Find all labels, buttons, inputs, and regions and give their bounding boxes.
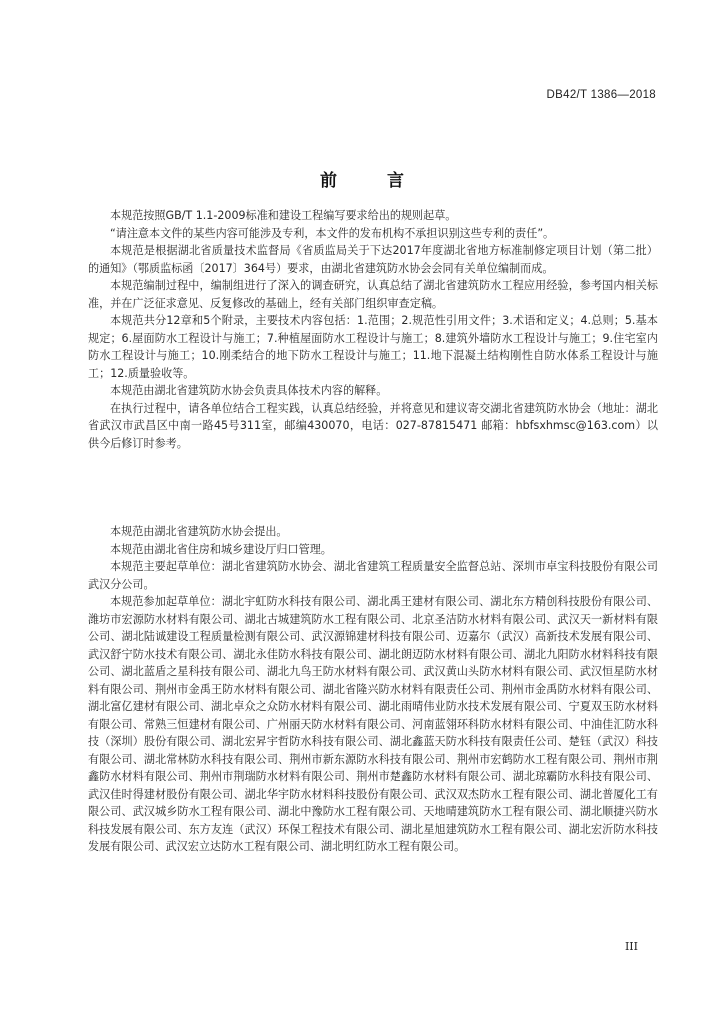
standard-code: DB42/T 1386—2018	[546, 89, 656, 101]
paragraph-management: 本规范由湖北省住房和城乡建设厅归口管理。	[110, 542, 332, 556]
paragraph-patent-notice: “请注意本文件的某些内容可能涉及专利，本文件的发布机构不承担识别这些专利的责任”。	[110, 226, 555, 240]
page-title: 前 言	[320, 171, 426, 191]
paragraph-feedback: 在执行过程中，请各单位结合工程实践，认真总结经验，并将意见和建议寄交湖北省建筑防水协会（地址：湖北省武汉市武昌区中南一路45号311室，邮编430070，电话：027-87815471 邮箱：hbfsxhmsc@163.com）以供今后修订时参考。	[88, 401, 658, 450]
paragraph-basis: 本规范是根据湖北省质量技术监督局《省质监局关于下达2017年度湖北省地方标准制修定项目计划（第二批）的通知》（鄂质监标函〔2017〕364号）要求，由湖北省建筑防水协会会同有关单位编制而成。	[88, 244, 658, 275]
paragraph-contents: 本规范共分12章和5个附录，主要技术内容包括：1.范围；2.规范性引用文件；3.术语和定义；4.总则；5.基本规定；6.屋面防水工程设计与施工；7.种植屋面防水工程设计与施工；8.建筑外墙防水工程设计与施工；9.住宅室内防水工程设计与施工；10.刚柔结合的地下防水工程设计与施工；11.地下混凝土结构刚性自防水体系工程设计与施工；12.质量验收等。	[88, 314, 658, 380]
paragraph-proposer: 本规范由湖北省建筑防水协会提出。	[110, 525, 288, 538]
paragraph-main-drafters: 本规范主要起草单位：湖北省建筑防水协会、湖北省建筑工程质量安全监督总站、深圳市卓宝科技股份有限公司武汉分公司。	[88, 560, 658, 591]
foreword-section-drafters	[88, 523, 658, 856]
paragraph-participating-drafters: 本规范参加起草单位：湖北宇虹防水科技有限公司、湖北禹王建材有限公司、湖北东方精创科技股份有限公司、潍坊市宏源防水材料有限公司、湖北古城建筑防水工程有限公司、北京圣洁防水材料有限公司、武汉天一新材料有限公司、湖北陆诚建设工程质量检测有限公司、武汉源锦建材科技有限公司、迈嘉尔（武汉）高新技术发展有限公司、武汉舒宁防水技术有限公司、湖北永佳防水科技有限公司、湖北朗迈防水材料有限公司、湖北九阳防水材料科技有限公司、湖北蓝盾之星科技有限公司、湖北九鸟王防水材料有限公司、武汉黄山头防水材料有限公司、武汉恒星防水材料有限公司、荆州市金禹王防水材料有限公司、湖北省隆兴防水材料有限责任公司、荆州市金禹防水材料有限公司、湖北富亿建材有限公司、湖北卓众之众防水材料有限公司、湖北雨晴伟业防水技术发展有限公司、宁夏双玉防水材料有限公司、常熟三恒建材有限公司、广州丽天防水材料有限公司、河南蓝翎环科防水材料有限公司、中油佳汇防水科技（深圳）股份有限公司、湖北宏昇宇哲防水科技有限公司、湖北鑫蓝天防水科技有限责任公司、楚钰（武汉）科技有限公司、湖北常林防水科技有限公司、荆州市新东源防水科技有限公司、荆州市宏鹤防水工程有限公司、荆州市荆鑫防水材料有限公司、荆州市荆瑞防水材料有限公司、荆州市楚鑫防水材料有限公司、湖北琼霸防水科技有限公司、武汉佳时得建材股份有限公司、湖北华宇防水材料科技股份有限公司、武汉双杰防水工程有限公司、湖北普厦化工有限公司、武汉城乡防水工程有限公司、湖北中豫防水工程有限公司、天地晴建筑防水工程有限公司、湖北顺捷兴防水科技发展有限公司、东方友连（武汉）环保工程技术有限公司、湖北星旭建筑防水工程有限公司、湖北宏沂防水科技发展有限公司、武汉宏立达防水工程有限公司、湖北明红防水工程有限公司。	[88, 595, 658, 853]
page-number: III	[624, 940, 638, 953]
paragraph-compilation: 本规范编制过程中，编制组进行了深入的调查研究，认真总结了湖北省建筑防水工程应用经验，参考国内相关标准，并在广泛征求意见、反复修改的基础上，经有关部门组织审查定稿。	[88, 279, 658, 310]
paragraph-drafting-rules: 本规范按照GB/T 1.1-2009标准和建设工程编写要求给出的规则起草。	[110, 209, 457, 222]
foreword-section-intro	[88, 207, 658, 452]
paragraph-interpretation: 本规范由湖北省建筑防水协会负责具体技术内容的解释。	[110, 384, 388, 397]
